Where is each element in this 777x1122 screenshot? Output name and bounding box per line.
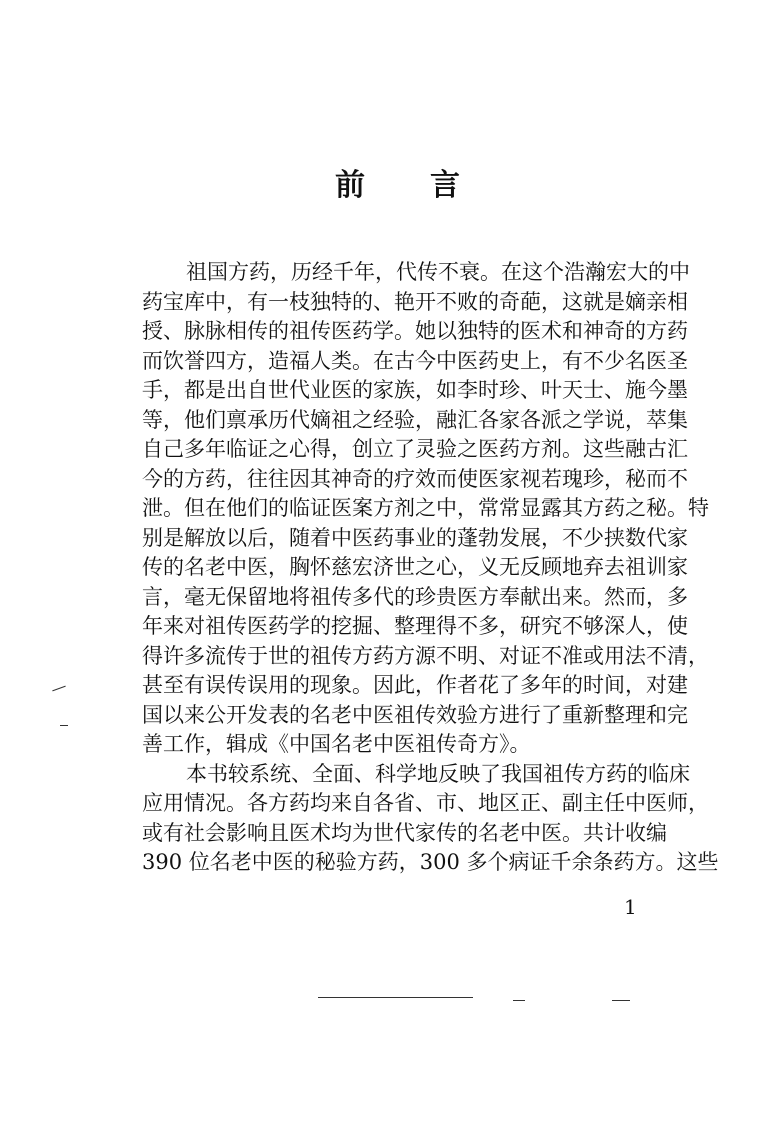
page-number: 1 xyxy=(624,895,637,919)
text-line: 等，他们禀承历代嫡祖之经验，融汇各家各派之学说，萃集 xyxy=(142,407,688,432)
text-line: 国以来公开发表的名老中医祖传效验方进行了重新整理和完 xyxy=(142,702,688,727)
text-line: 应用情况。各方药均来自各省、市、地区正、副主任中医师， xyxy=(142,791,709,815)
text-line: 授、脉脉相传的祖传医药学。她以独特的医术和神奇的方药 xyxy=(142,319,688,343)
text-line: 甚至有误传误用的现象。因此，作者花了多年的时间，对建 xyxy=(142,673,688,697)
scan-artifact xyxy=(60,725,68,726)
text-line: 药宝库中，有一枝独特的、艳开不败的奇葩，这就是嫡亲相 xyxy=(142,289,688,314)
text-line: 自己多年临证之心得，创立了灵验之医药方剂。这些融古汇 xyxy=(142,437,688,461)
text-line: 而饮誉四方，造福人类。在古今中医药史上，有不少名医圣 xyxy=(142,348,688,373)
text-line: 得许多流传于世的祖传方药方源不明、对证不准或用法不清， xyxy=(142,643,709,668)
text-line: 泄。但在他们的临证医案方剂之中，常常显露其方药之秘。特 xyxy=(142,496,709,520)
text-line: 年来对祖传医药学的挖掘、整理得不多，研究不够深人，使 xyxy=(142,614,688,638)
text-line: 言，毫无保留地将祖传多代的珍贵医方奉献出来。然而，多 xyxy=(142,584,688,609)
text-line: 传的名老中医，胸怀慈宏济世之心，义无反顾地弃去祖训家 xyxy=(142,555,688,579)
preface-body xyxy=(142,258,719,878)
scan-artifact xyxy=(612,1000,630,1001)
title-char-2: 言 xyxy=(430,168,460,203)
text-line: 别是解放以后，随着中医药事业的蓬勃发展，不少挟数代家 xyxy=(142,525,688,550)
page-title xyxy=(335,160,460,204)
text-line: 善工作，辑成《中国名老中医祖传奇方》。 xyxy=(142,732,531,756)
text-line: 或有社会影响且医术均为世代家传的名老中医。共计收编 xyxy=(142,820,667,845)
text-line: 390 位名老中医的秘验方药，300 多个病证千余条药方。这些 xyxy=(142,850,719,874)
title-char-1: 前 xyxy=(335,168,365,203)
text-line: 本书较系统、全面、科学地反映了我国祖传方药的临床 xyxy=(186,761,690,786)
text-line: 祖国方药，历经千年，代传不衰。在这个浩瀚宏大的中 xyxy=(186,260,690,284)
text-line: 今的方药，往往因其神奇的疗效而使医家视若瑰珍，秘而不 xyxy=(142,466,688,491)
text-line: 手，都是出自世代业医的家族，如李时珍、叶天士、施今墨 xyxy=(142,378,688,402)
scan-artifact xyxy=(318,997,473,998)
scan-artifact xyxy=(52,686,65,692)
scan-artifact xyxy=(513,1000,525,1001)
